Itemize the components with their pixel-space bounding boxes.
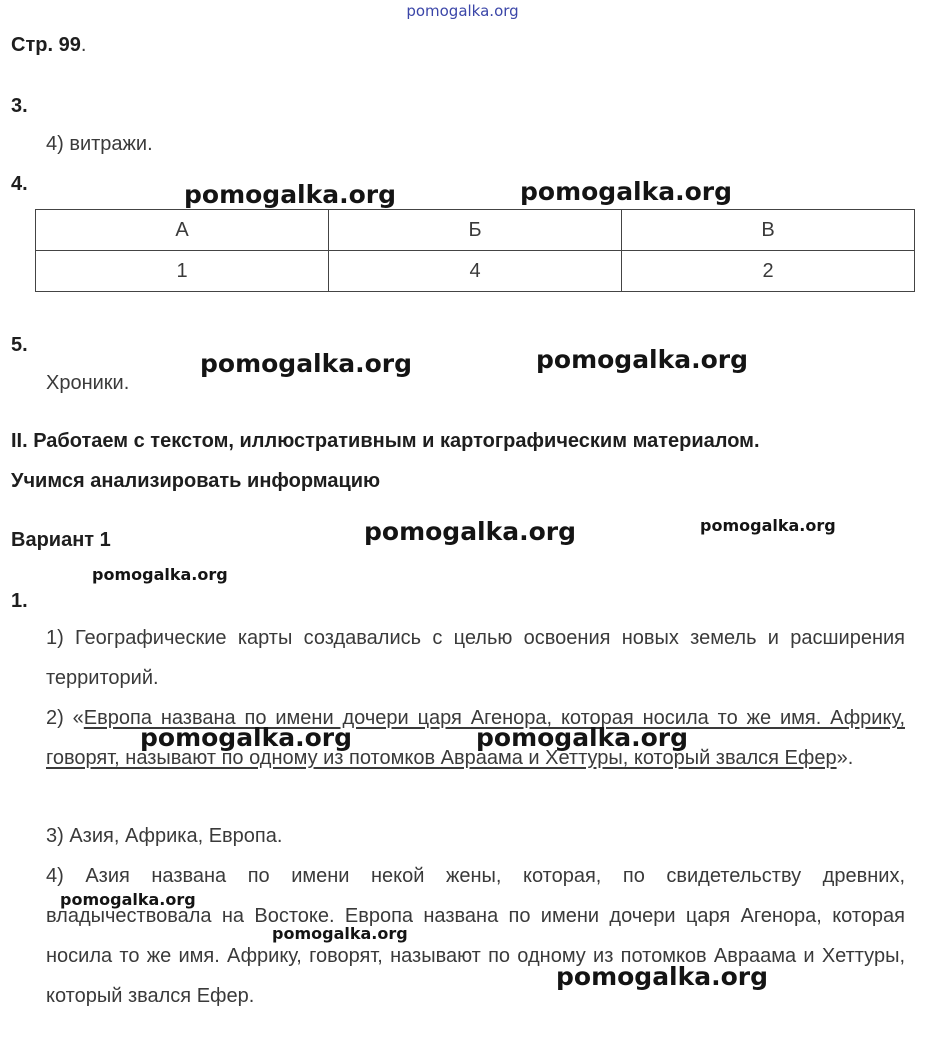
question-1-item-1: 1) Географические карты создавались с целью освоения новых земель и расширения территорий. [46, 627, 905, 689]
question-1-item-3: 3) Азия, Африка, Европа. [46, 825, 283, 847]
watermark-text: pomogalka.org [60, 890, 196, 909]
table-row [36, 251, 915, 292]
variant-label: Вариант 1 [11, 529, 111, 551]
watermark-text: pomogalka.org [272, 924, 408, 943]
table-cell: 1 [36, 251, 329, 292]
part-title-line-2: Учимся анализировать информацию [11, 470, 381, 492]
watermark-text: pomogalka.org [556, 962, 769, 991]
watermark-text: pomogalka.org [700, 516, 836, 535]
question-5-number: 5. [11, 334, 28, 356]
question-3-number: 3. [11, 95, 28, 117]
item-2-prefix: 2) « [46, 707, 84, 729]
question-5-answer: Хроники. [46, 372, 130, 394]
item-2-suffix: ». [836, 747, 854, 769]
page-reference-text: Стр. 99 [11, 34, 81, 56]
watermark-text: pomogalka.org [520, 177, 733, 206]
table-header-cell: А [36, 210, 329, 251]
question-3-answer: 4) витражи. [46, 133, 153, 155]
watermark-text: pomogalka.org [200, 349, 413, 378]
question-1-item-4: 4) Азия названа по имени некой жены, которая, по свидетельству древних, владычествовала на Востоке. Европа названа по имени дочери царя Агенора, которая носила то же имя. Африку, говорят, называют по одному из потомков Авраама и Хеттуры, который звался Ефер. [46, 865, 905, 1007]
question-1-number: 1. [11, 590, 28, 612]
watermark-text: pomogalka.org [92, 565, 228, 584]
table-header-row [36, 210, 915, 251]
watermark-text: pomogalka.org [140, 723, 353, 752]
watermark-text: pomogalka.org [364, 517, 577, 546]
table-cell: 4 [329, 251, 622, 292]
watermark-text: pomogalka.org [476, 723, 689, 752]
table-header-cell: Б [329, 210, 622, 251]
page-reference: Стр. 99. [11, 34, 87, 56]
watermark-text: pomogalka.org [536, 345, 749, 374]
part-title-line-1: II. Работаем с текстом, иллюстративным и картографическим материалом. [11, 430, 760, 452]
answer-table [35, 209, 915, 292]
site-header-label: pomogalka.org [406, 2, 519, 20]
watermark-text: pomogalka.org [184, 180, 397, 209]
item-2-quote: Европа названа по имени дочери царя Агенора, которая носила то же имя. Африку, говорят, называют по одному из потомков Авраама и Хеттуры, который звался Ефер [46, 707, 905, 769]
question-4-number: 4. [11, 173, 28, 195]
table-header-cell: В [622, 210, 915, 251]
table-cell: 2 [622, 251, 915, 292]
